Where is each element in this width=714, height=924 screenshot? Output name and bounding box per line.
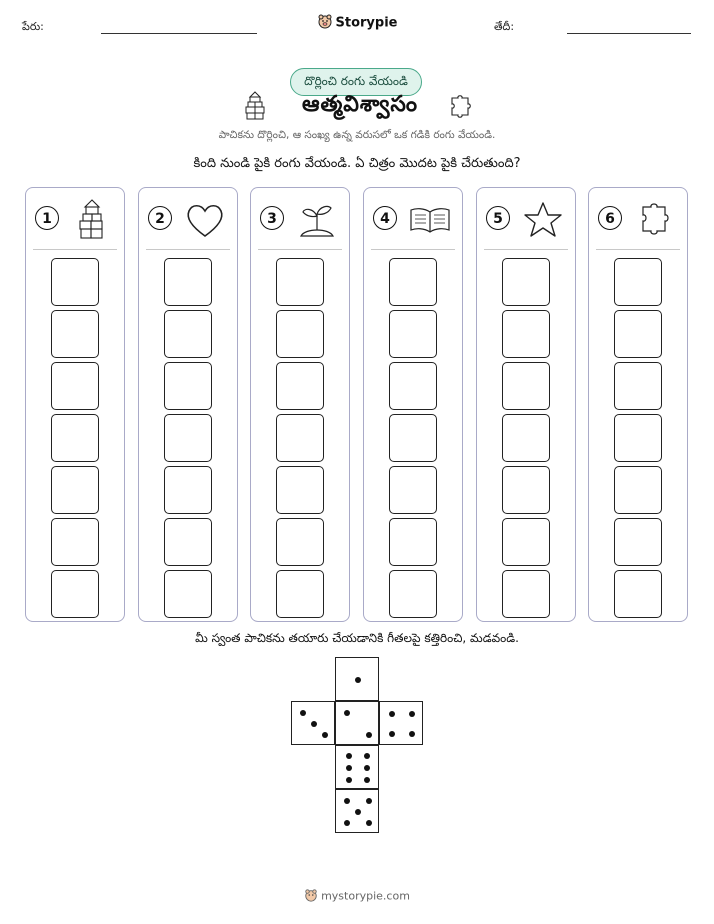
dice-pip (344, 820, 350, 826)
question-text: కింది నుండి పైకి రంగు వేయండి. ఏ చిత్రం మొదట పైకి చేరుతుంది? (193, 156, 521, 171)
color-box[interactable] (502, 258, 550, 306)
name-line (101, 33, 257, 34)
color-box[interactable] (502, 466, 550, 514)
column-card-5 (476, 187, 576, 622)
color-box[interactable] (502, 570, 550, 618)
dice-pip (346, 777, 352, 783)
color-box[interactable] (164, 258, 212, 306)
dice-pip (389, 711, 395, 717)
dice-pip (366, 798, 372, 804)
dice-pip (346, 765, 352, 771)
color-box[interactable] (389, 362, 437, 410)
color-box[interactable] (389, 518, 437, 566)
blocks-tower-icon (68, 198, 116, 242)
dice-pip (366, 820, 372, 826)
date-line (567, 33, 691, 34)
column-divider (596, 249, 680, 250)
column-divider (484, 249, 568, 250)
color-box[interactable] (389, 466, 437, 514)
dice-pip (344, 710, 350, 716)
dice-pip (346, 753, 352, 759)
column-divider (258, 249, 342, 250)
column-card-2 (138, 187, 238, 622)
color-box[interactable] (614, 258, 662, 306)
instructions-text: పాచికను దొర్లించి, ఆ సంఖ్య ఉన్న వరుసలో ఒక గడికి రంగు వేయండి. (218, 129, 496, 141)
color-box[interactable] (276, 414, 324, 462)
color-box[interactable] (614, 518, 662, 566)
storypie-logo-icon (304, 888, 318, 905)
color-box[interactable] (502, 518, 550, 566)
color-box[interactable] (51, 258, 99, 306)
color-box[interactable] (614, 310, 662, 358)
color-box[interactable] (389, 570, 437, 618)
dice-pip (409, 711, 415, 717)
dice-pip (409, 731, 415, 737)
color-box[interactable] (614, 414, 662, 462)
column-divider (146, 249, 230, 250)
dice-pip (344, 798, 350, 804)
color-box[interactable] (164, 466, 212, 514)
footer-url: mystorypie.com (321, 889, 410, 903)
puzzle-piece-icon (631, 198, 679, 242)
color-box[interactable] (51, 310, 99, 358)
color-box[interactable] (389, 310, 437, 358)
column-number: 4 (373, 206, 397, 230)
color-box[interactable] (51, 570, 99, 618)
column-number: 6 (598, 206, 622, 230)
color-box[interactable] (502, 414, 550, 462)
column-card-3 (250, 187, 350, 622)
color-box[interactable] (502, 310, 550, 358)
open-book-icon (406, 198, 454, 242)
color-box[interactable] (389, 414, 437, 462)
dice-face-1 (335, 657, 379, 701)
color-box[interactable] (51, 414, 99, 462)
color-box[interactable] (164, 310, 212, 358)
column-divider (33, 249, 117, 250)
dice-face-6 (335, 745, 379, 789)
dice-pip (364, 777, 370, 783)
color-box[interactable] (276, 570, 324, 618)
storypie-logo-icon (317, 13, 333, 33)
color-box[interactable] (276, 518, 324, 566)
cut-instruction: మీ స్వంత పాచికను తయారు చేయడానికి గీతలపై కత్తిరించి, మడవండి. (195, 631, 519, 645)
dice-pip (300, 710, 306, 716)
color-box[interactable] (276, 258, 324, 306)
color-box[interactable] (164, 362, 212, 410)
dice-pip (366, 732, 372, 738)
color-box[interactable] (164, 414, 212, 462)
footer (0, 888, 714, 905)
dice-face-4 (379, 701, 423, 745)
column-number: 1 (35, 206, 59, 230)
color-box[interactable] (51, 518, 99, 566)
puzzle-piece-icon (448, 93, 474, 121)
dice-face-5 (335, 789, 379, 833)
brand-name: Storypie (335, 15, 398, 31)
dice-face-3 (291, 701, 335, 745)
activity-badge: దొర్లించి రంగు వేయండి (290, 68, 422, 96)
star-icon (519, 198, 567, 242)
color-box[interactable] (614, 362, 662, 410)
color-box[interactable] (502, 362, 550, 410)
column-card-1 (25, 187, 125, 622)
color-box[interactable] (389, 258, 437, 306)
column-number: 5 (486, 206, 510, 230)
page-title: ఆత్మవిశ్వాసం (302, 92, 418, 117)
dice-pip (311, 721, 317, 727)
color-box[interactable] (51, 466, 99, 514)
date-label: తేదీ: (494, 20, 515, 33)
dice-pip (355, 677, 361, 683)
column-card-4 (363, 187, 463, 622)
dice-pip (389, 731, 395, 737)
color-box[interactable] (164, 570, 212, 618)
column-card-6 (588, 187, 688, 622)
sprout-icon (293, 198, 341, 242)
dice-pip (364, 765, 370, 771)
color-box[interactable] (614, 466, 662, 514)
color-box[interactable] (276, 466, 324, 514)
color-box[interactable] (276, 310, 324, 358)
color-box[interactable] (164, 518, 212, 566)
color-box[interactable] (614, 570, 662, 618)
dice-face-2 (335, 701, 379, 745)
dice-pip (364, 753, 370, 759)
column-number: 2 (148, 206, 172, 230)
brand (0, 13, 714, 33)
column-divider (371, 249, 455, 250)
color-box[interactable] (276, 362, 324, 410)
dice-pip (355, 809, 361, 815)
dice-pip (322, 732, 328, 738)
column-number: 3 (260, 206, 284, 230)
color-box[interactable] (51, 362, 99, 410)
name-label: పేరు: (22, 20, 44, 33)
heart-icon (181, 198, 229, 242)
